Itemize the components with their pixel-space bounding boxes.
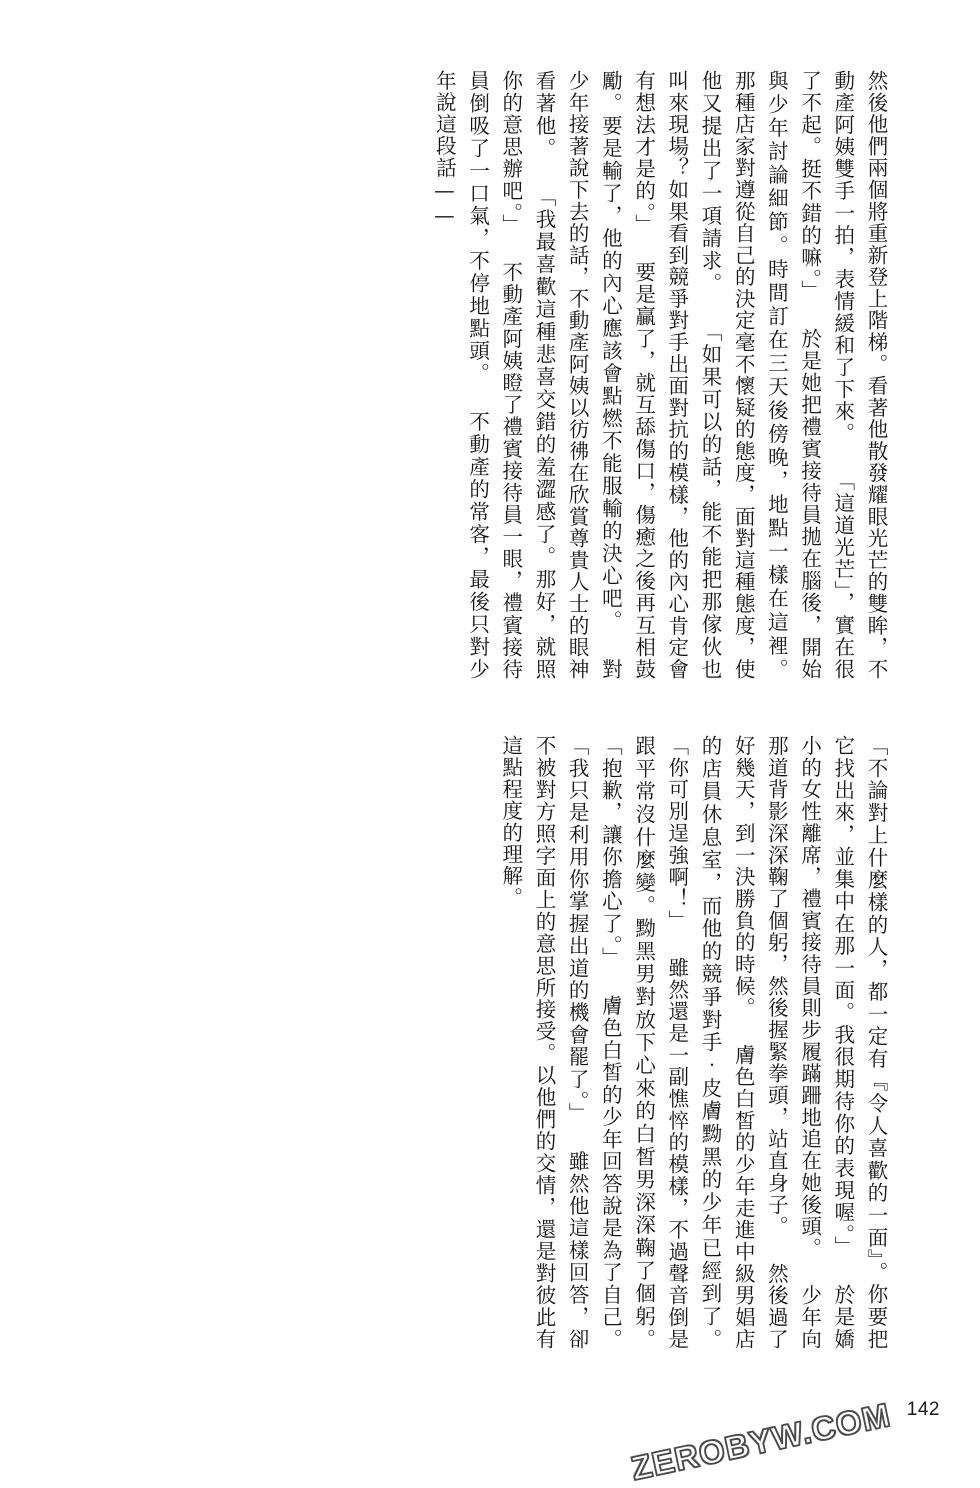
site-watermark: ZEROBYW.COM — [627, 1395, 894, 1487]
body-text-top: 然後他們兩個將重新登上階梯。看著他散發耀眼光芒的雙眸，不動產阿姨雙手一拍，表情緩和了下來。 「這道光芒」，實在很了不起。挺不錯的嘛。」 於是她把禮賓接待員拋在腦後，開始與少年討論細節。時間訂在三天後傍晚，地點一樣在這裡。 那種店家對遵從自己的決定毫不懷疑的態度，面對這種態度，使他又提出了一項請求。 「如果可以的話，能不能把那傢伙也叫來現場？如果看到競爭對手出面對抗的模樣，他的內心肯定會有想法才是的。」 要是贏了，就互舔傷口，傷癒之後再互相鼓勵。要是輸了，他的內心應該會點燃不能服輸的決心吧。 對少年接著說下去的話，不動產阿姨以彷彿在欣賞尊貴人士的眼神看著他。 「我最喜歡這種悲喜交錯的羞澀感了。那好，就照你的意思辦吧。」 不動產阿姨瞪了禮賓接待員一眼，禮賓接待員倒吸了一口氣，不停地點頭。 不動產的常客，最後只對少年說這段話—— — [432, 70, 888, 680]
body-text-bottom: 「不論對上什麼樣的人，都一定有『令人喜歡的一面』。你要把它找出來，並集中在那一面。我很期待你的表現喔。」 於是嬌小的女性離席，禮賓接待員則步履蹣跚地追在她後頭。 少年向那道背影深深鞠了個躬，然後握緊拳頭，站直身子。 然後過了好幾天，到一決勝負的時候。 膚色白皙的少年走進中級男娼店的店員休息室，而他的競爭對手‧皮膚黝黑的少年已經到了。 「你可別逞強啊！」 雖然還是一副憔悴的模樣，不過聲音倒是跟平常沒什麼變。黝黑男對放下心來的白皙男深深鞠了個躬。 「抱歉，讓你擔心了。」 膚色白皙的少年回答說是為了自己。 「我只是利用你掌握出道的機會罷了。」 雖然他這樣回答，卻不被對方照字面上的意思所接受。以他們的交情，還是對彼此有這點程度的理解。 — [498, 735, 888, 1350]
page-number: 142 — [906, 1399, 940, 1420]
